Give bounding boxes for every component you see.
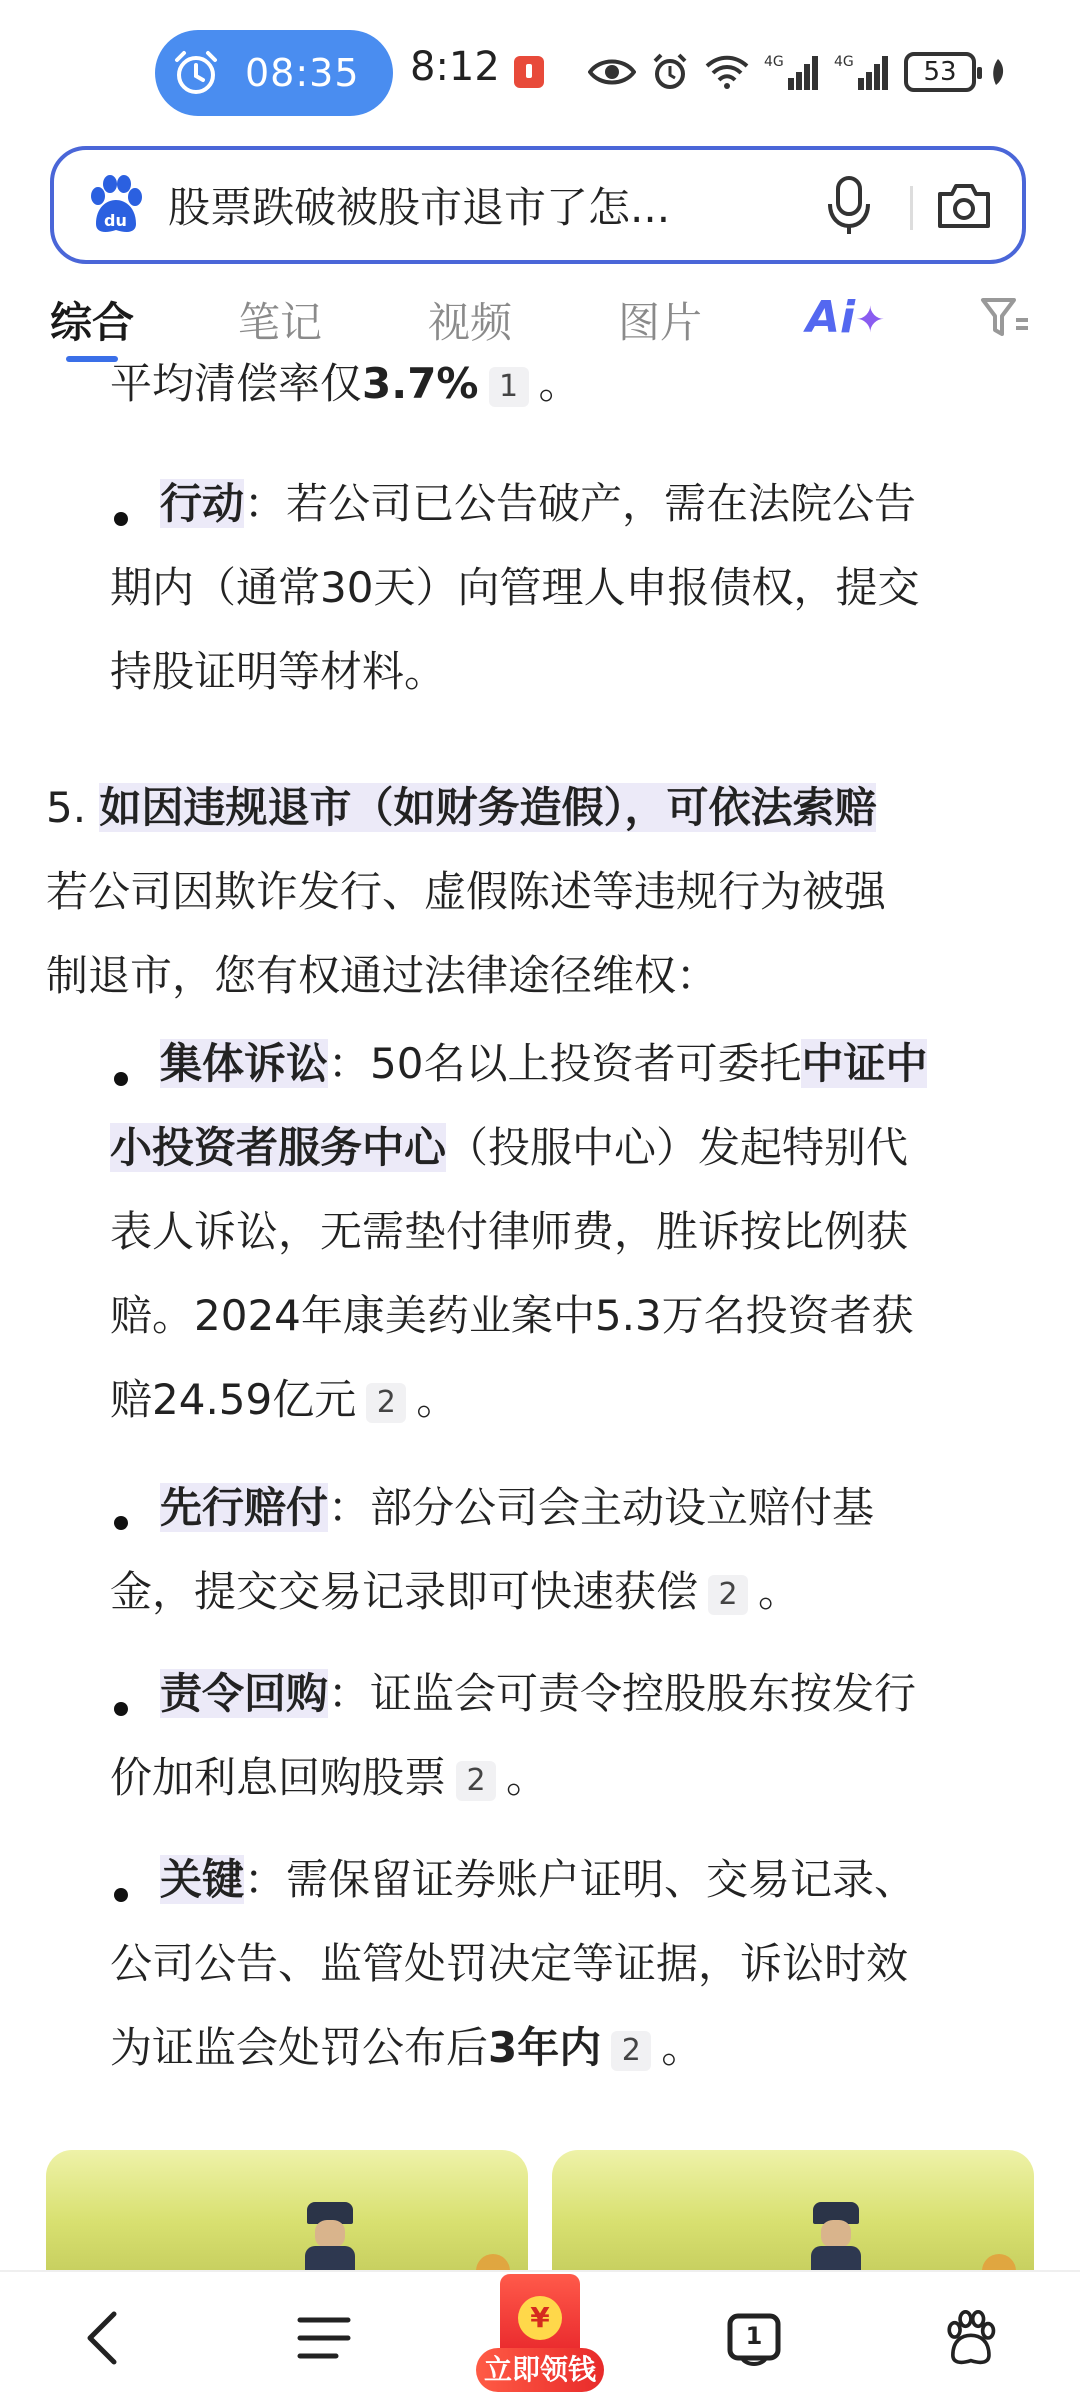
section-desc-1: 若公司因欺诈发行、虚假陈述等违规行为被强 xyxy=(46,867,887,916)
citation-badge[interactable]: 2 xyxy=(456,1761,496,1801)
item-text: 赔24.59亿元 xyxy=(110,1375,357,1424)
figure-illustration xyxy=(807,2202,865,2270)
yen-symbol: ¥ xyxy=(518,2296,562,2340)
filter-icon[interactable] xyxy=(980,296,1030,340)
item-line xyxy=(160,1652,916,1736)
item-line: 表人诉讼，无需垫付律师费，胜诉按比例获 xyxy=(110,1207,909,1256)
item-end: 。 xyxy=(416,1375,459,1424)
item-text: 价加利息回购股票 xyxy=(110,1753,447,1802)
item-end: 。 xyxy=(506,1753,549,1802)
citation-badge[interactable]: 2 xyxy=(611,2031,651,2071)
tab-images[interactable]: 图片 xyxy=(618,298,703,347)
section-title: 如因违规退市（如财务造假），可依法索赔 xyxy=(99,783,877,832)
signal-icon xyxy=(764,52,820,92)
item-line xyxy=(110,1736,548,1820)
action-title: 行动 xyxy=(160,479,245,528)
battery-indicator xyxy=(904,52,976,92)
section-5-heading xyxy=(46,766,876,850)
clock-pill[interactable] xyxy=(155,30,393,116)
bullet-dot xyxy=(114,1888,128,1902)
item-text: ：需保留证券账户证明、交易记录、 xyxy=(244,1855,917,1904)
item-bold: 3年内 xyxy=(488,2023,602,2072)
citation-badge[interactable]: 1 xyxy=(489,367,529,407)
alarm-status-icon xyxy=(650,52,690,92)
eye-icon xyxy=(588,56,636,88)
item-line xyxy=(110,1106,908,1190)
item-line xyxy=(110,1358,458,1442)
action-line-3: 持股证明等材料。 xyxy=(110,647,447,696)
tab-notes[interactable]: 笔记 xyxy=(238,298,323,347)
figure-illustration xyxy=(301,2202,359,2270)
promo-label: 立即领钱 xyxy=(476,2348,604,2392)
item-text: 金，提交交易记录即可快速获偿 xyxy=(110,1567,699,1616)
item-line xyxy=(110,1550,800,1634)
intro-text: 平均清偿率仅 xyxy=(110,362,363,408)
clock-pill-time: 08:35 xyxy=(245,51,360,95)
action-line-2: 期内（通常30天）向管理人申报债权，提交 xyxy=(110,563,920,612)
svg-text:4G: 4G xyxy=(764,54,784,70)
bullet-dot xyxy=(114,1702,128,1716)
svg-text:du: du xyxy=(104,211,127,230)
search-tabs xyxy=(0,282,1080,362)
intro-line xyxy=(110,362,581,426)
back-icon[interactable] xyxy=(78,2308,128,2368)
item-title: 集体诉讼 xyxy=(160,1039,329,1088)
bottom-nav xyxy=(0,2270,1080,2400)
microphone-icon[interactable] xyxy=(824,174,874,238)
camera-icon[interactable] xyxy=(934,176,994,236)
baidu-paw-icon xyxy=(84,174,146,236)
tabs-icon[interactable] xyxy=(724,2312,784,2368)
item-text: 为证监会处罚公布后 xyxy=(110,2023,489,2072)
citation-badge[interactable]: 2 xyxy=(708,1575,748,1615)
item-highlight: 小投资者服务中心 xyxy=(110,1123,447,1172)
wifi-icon xyxy=(704,54,750,90)
action-line1-text: ：若公司已公告破产，需在法院公告 xyxy=(244,479,917,528)
search-input[interactable]: 股票跌破被股市退市了怎... xyxy=(168,183,671,232)
item-line xyxy=(160,1838,916,1922)
search-bar[interactable] xyxy=(50,146,1026,264)
tab-all[interactable]: 综合 xyxy=(50,298,135,347)
intro-end: 。 xyxy=(538,362,581,408)
item-end: 。 xyxy=(758,1567,801,1616)
tab-ai[interactable] xyxy=(806,292,885,343)
coin-illustration xyxy=(982,2254,1016,2270)
action-line-1 xyxy=(160,462,916,546)
bullet-dot xyxy=(114,512,128,526)
signal-icon-2 xyxy=(834,52,890,92)
item-title: 责令回购 xyxy=(160,1669,329,1718)
answer-content xyxy=(0,362,1080,2142)
image-card[interactable] xyxy=(552,2150,1034,2270)
item-title: 关键 xyxy=(160,1855,245,1904)
menu-icon[interactable] xyxy=(296,2314,352,2362)
bullet-dot xyxy=(114,1072,128,1086)
tab-video[interactable]: 视频 xyxy=(428,298,513,347)
battery-level: 53 xyxy=(923,57,957,87)
item-line: 公司公告、监管处罚决定等证据，诉讼时效 xyxy=(110,1939,909,1988)
item-text: ：50名以上投资者可委托 xyxy=(328,1039,802,1088)
alarm-clock-icon xyxy=(171,48,221,98)
item-end: 。 xyxy=(661,2023,704,2072)
status-bar xyxy=(0,0,1080,140)
item-text: （投服中心）发起特别代 xyxy=(446,1123,909,1172)
intro-bold: 3.7% xyxy=(362,362,479,408)
baidu-home-icon[interactable] xyxy=(942,2308,998,2368)
item-line xyxy=(160,1466,874,1550)
item-highlight: 中证中 xyxy=(801,1039,928,1088)
sparkle-icon: ✦ xyxy=(855,300,886,341)
system-icons xyxy=(588,46,1006,98)
item-line: 赔。2024年康美药业案中5.3万名投资者获 xyxy=(110,1291,914,1340)
item-line xyxy=(160,1022,927,1106)
section-desc-2: 制退市，您有权通过法律途径维权： xyxy=(46,951,719,1000)
tab-ai-label: Ai xyxy=(806,292,856,343)
image-card[interactable] xyxy=(46,2150,528,2270)
claim-money-button[interactable] xyxy=(470,2262,610,2394)
item-text: ：部分公司会主动设立赔付基 xyxy=(328,1483,875,1532)
bullet-dot xyxy=(114,1516,128,1530)
red-envelope-icon xyxy=(500,2274,580,2358)
item-title: 先行赔付 xyxy=(160,1483,329,1532)
item-line xyxy=(110,2006,703,2090)
notification-icon xyxy=(514,56,544,88)
citation-badge[interactable]: 2 xyxy=(366,1383,406,1423)
svg-text:1: 1 xyxy=(745,2322,763,2350)
search-divider xyxy=(910,186,913,230)
svg-text:4G: 4G xyxy=(834,54,854,70)
section-number: 5. xyxy=(46,783,87,832)
item-text: ：证监会可责令控股股东按发行 xyxy=(328,1669,917,1718)
leaf-icon xyxy=(990,57,1006,87)
status-time: 8:12 xyxy=(410,44,500,90)
